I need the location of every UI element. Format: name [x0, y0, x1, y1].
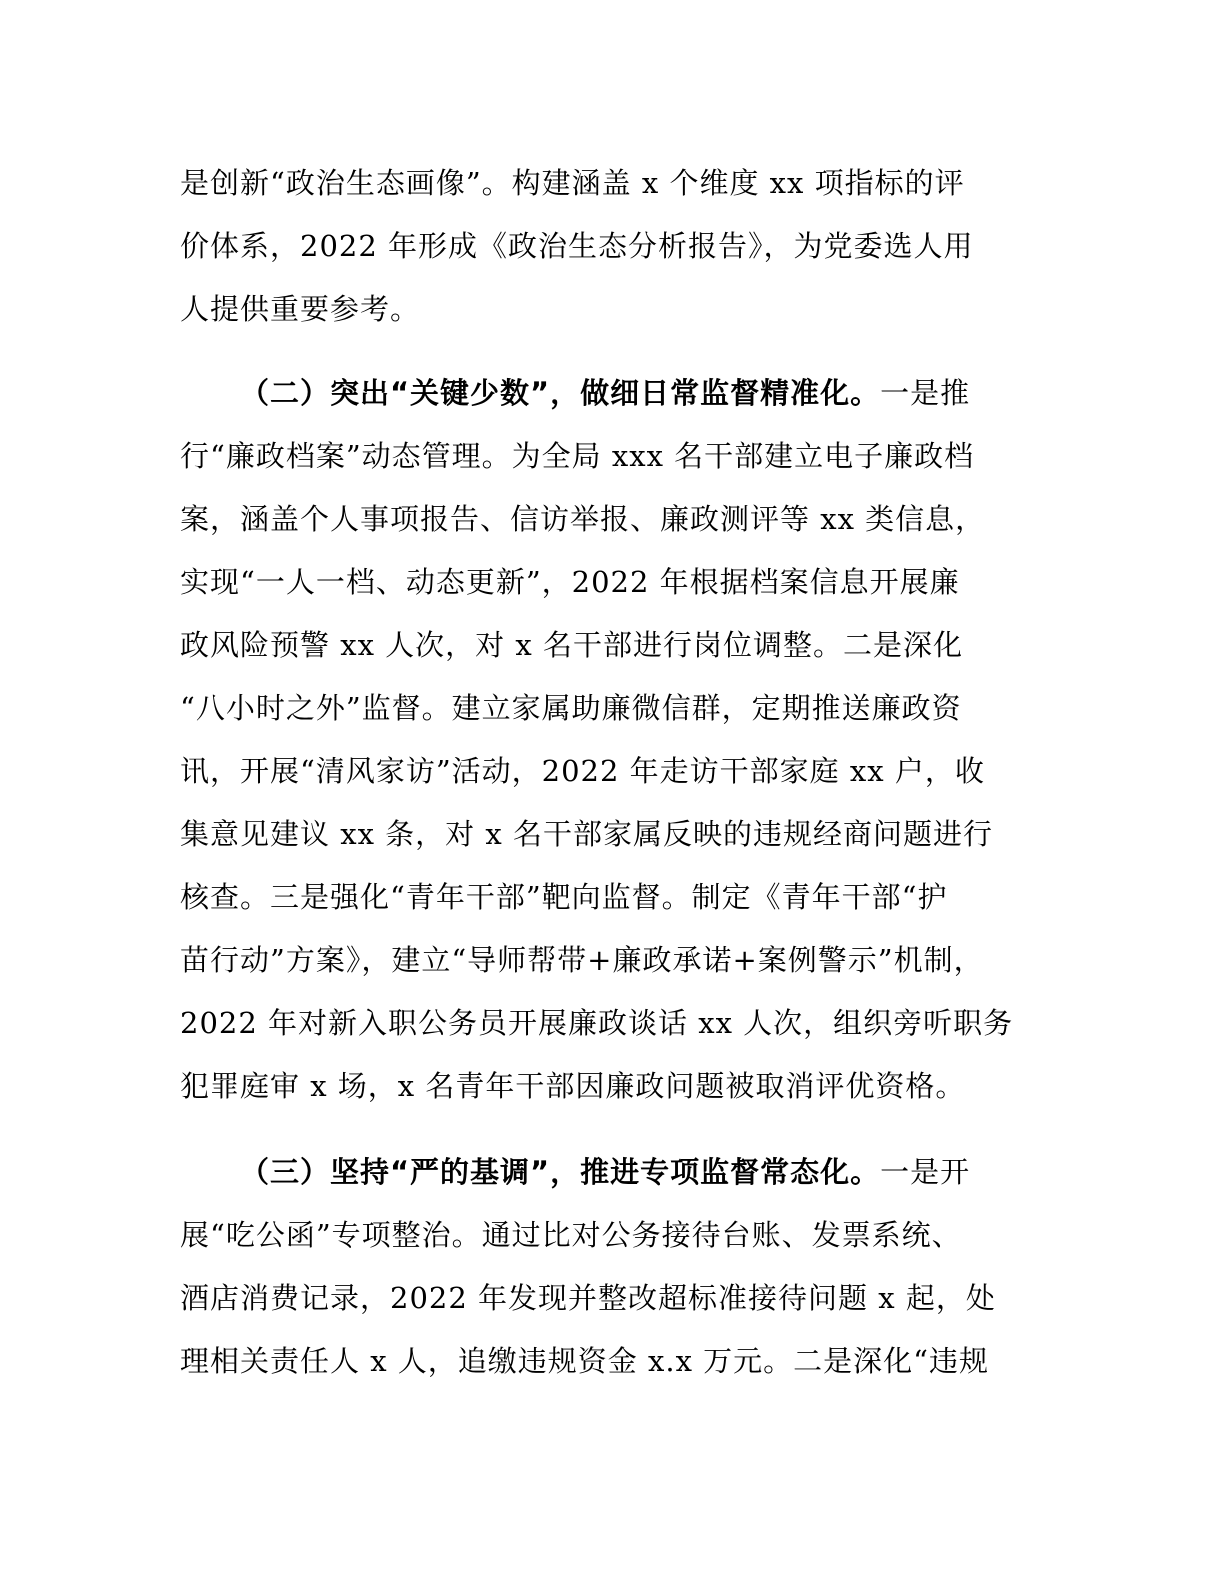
text-line: 价体系，2022 年形成《政治生态分析报告》，为党委选人用 — [180, 229, 974, 263]
section-two-heading: （二）突出“关键少数”，做细日常监督精准化。 — [240, 376, 881, 410]
text-line: 核查。三是强化“青年干部”靶向监督。制定《青年干部“护 — [180, 880, 948, 914]
section-three-heading: （三）坚持“严的基调”，推进专项监督常态化。 — [240, 1155, 881, 1189]
text-line: “八小时之外”监督。建立家属助廉微信群，定期推送廉政资 — [180, 691, 962, 725]
text-line: 犯罪庭审 x 场，x 名青年干部因廉政问题被取消评优资格。 — [180, 1069, 966, 1103]
text-line: 案，涵盖个人事项报告、信访举报、廉政测评等 xx 类信息， — [180, 502, 986, 536]
text-line: 行“廉政档案”动态管理。为全局 xxx 名干部建立电子廉政档 — [180, 439, 975, 473]
section-three-first-line — [180, 1141, 1060, 1204]
section-three-paragraph — [180, 1141, 1060, 1393]
text-line: 2022 年对新入职公务员开展廉政谈话 xx 人次，组织旁听职务 — [180, 1006, 1014, 1040]
text-line: 讯，开展“清风家访”活动，2022 年走访干部家庭 xx 户，收 — [180, 754, 985, 788]
text-line: 政风险预警 xx 人次，对 x 名干部进行岗位调整。二是深化 — [180, 628, 963, 662]
text-line: 是创新“政治生态画像”。构建涵盖 x 个维度 xx 项指标的评 — [180, 166, 965, 200]
section-two-first-line-rest: 一是推 — [880, 376, 971, 410]
section-two-first-line — [180, 362, 1060, 425]
text-line: 人提供重要参考。 — [180, 292, 421, 326]
paragraph-intro — [180, 152, 1060, 341]
text-line: 酒店消费记录，2022 年发现并整改超标准接待问题 x 起，处 — [180, 1281, 996, 1315]
text-line: 实现“一人一档、动态更新”，2022 年根据档案信息开展廉 — [180, 565, 960, 599]
text-line: 集意见建议 xx 条，对 x 名干部家属反映的违规经商问题进行 — [180, 817, 993, 851]
text-line: 展“吃公函”专项整治。通过比对公务接待台账、发票系统、 — [180, 1218, 962, 1252]
text-line: 苗行动”方案》，建立“导师帮带+廉政承诺+案例警示”机制， — [180, 943, 984, 977]
section-three-first-line-rest: 一是开 — [880, 1155, 971, 1189]
section-two-paragraph — [180, 362, 1060, 1118]
text-line: 理相关责任人 x 人，追缴违规资金 x.x 万元。二是深化“违规 — [180, 1344, 989, 1378]
